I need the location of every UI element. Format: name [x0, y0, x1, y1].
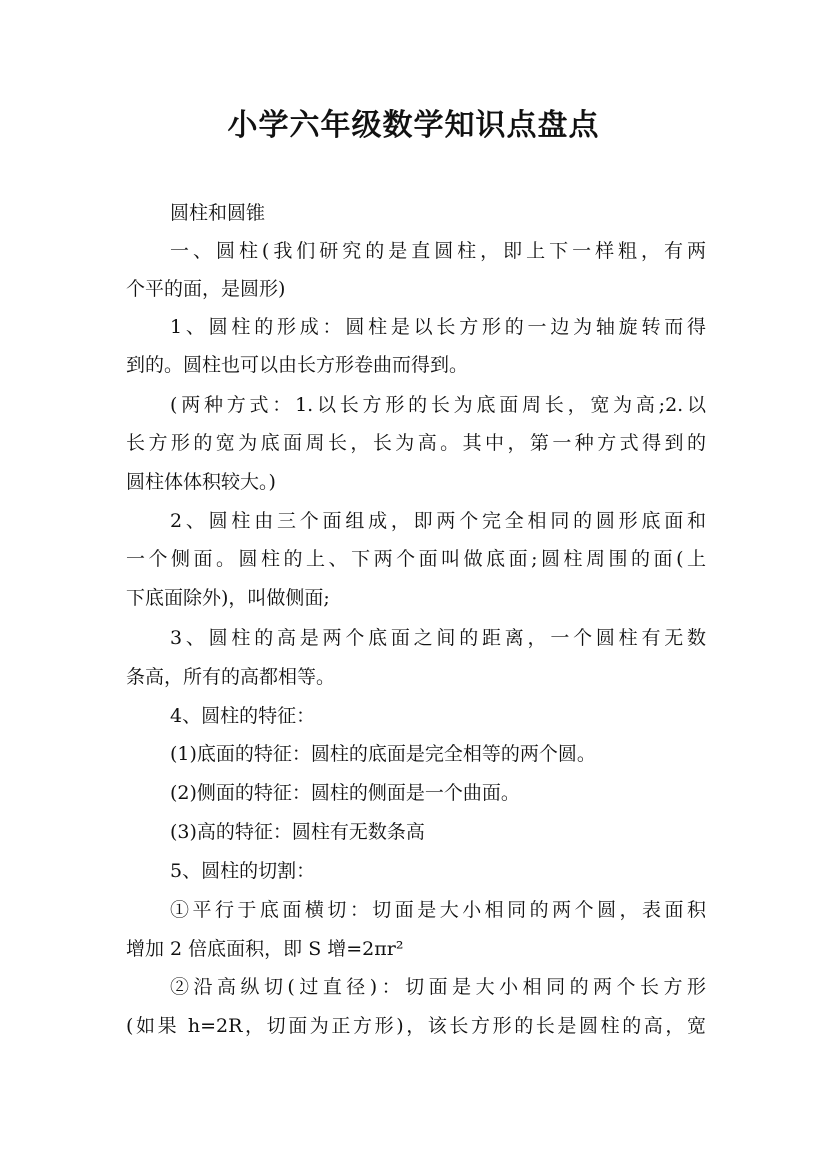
paragraph-line: 2、圆柱由三个面组成，即两个完全相同的圆形底面和 — [170, 510, 706, 532]
paragraph-line: 到的。圆柱也可以由长方形卷曲而得到。 — [126, 354, 469, 376]
paragraph-line: 一个侧面。圆柱的上、下两个面叫做底面;圆柱周围的面(上 — [126, 548, 706, 570]
paragraph-line: 圆柱体体积较大。) — [126, 471, 276, 493]
paragraph-line: (如果 h=2R，切面为正方形)，该长方形的长是圆柱的高，宽 — [126, 1015, 706, 1037]
paragraph-line: (1)底面的特征：圆柱的底面是完全相等的两个圆。 — [170, 743, 596, 765]
paragraph-line: ①平行于底面横切：切面是大小相同的两个圆，表面积 — [170, 899, 706, 921]
paragraph-line: (3)高的特征：圆柱有无数条高 — [170, 821, 425, 843]
paragraph-line: 长方形的宽为底面周长，长为高。其中，第一种方式得到的 — [126, 432, 706, 454]
paragraph-line: 3、圆柱的高是两个底面之间的距离，一个圆柱有无数 — [170, 627, 706, 649]
paragraph-line: 1、圆柱的形成：圆柱是以长方形的一边为轴旋转而得 — [170, 316, 706, 338]
paragraph-line: 条高，所有的高都相等。 — [126, 666, 336, 688]
paragraph-line: 4、圆柱的特征： — [170, 705, 316, 727]
paragraph-line: 一、圆柱(我们研究的是直圆柱，即上下一样粗，有两 — [170, 240, 706, 262]
paragraph-line: ②沿高纵切(过直径)：切面是大小相同的两个长方形 — [170, 976, 706, 998]
paragraph-line: 下底面除外)，叫做侧面; — [126, 587, 330, 609]
paragraph-line: 5、圆柱的切割： — [170, 860, 316, 882]
paragraph-line: (两种方式：1.以长方形的长为底面周长，宽为高;2.以 — [170, 394, 706, 416]
document-title: 小学六年级数学知识点盘点 — [227, 108, 600, 143]
paragraph-line: (2)侧面的特征：圆柱的侧面是一个曲面。 — [170, 782, 520, 804]
paragraph-line: 个平的面，是圆形) — [126, 278, 286, 300]
paragraph-line: 增加 2 倍底面积，即 S 增=2πr² — [126, 938, 404, 960]
section-heading: 圆柱和圆锥 — [170, 202, 266, 224]
